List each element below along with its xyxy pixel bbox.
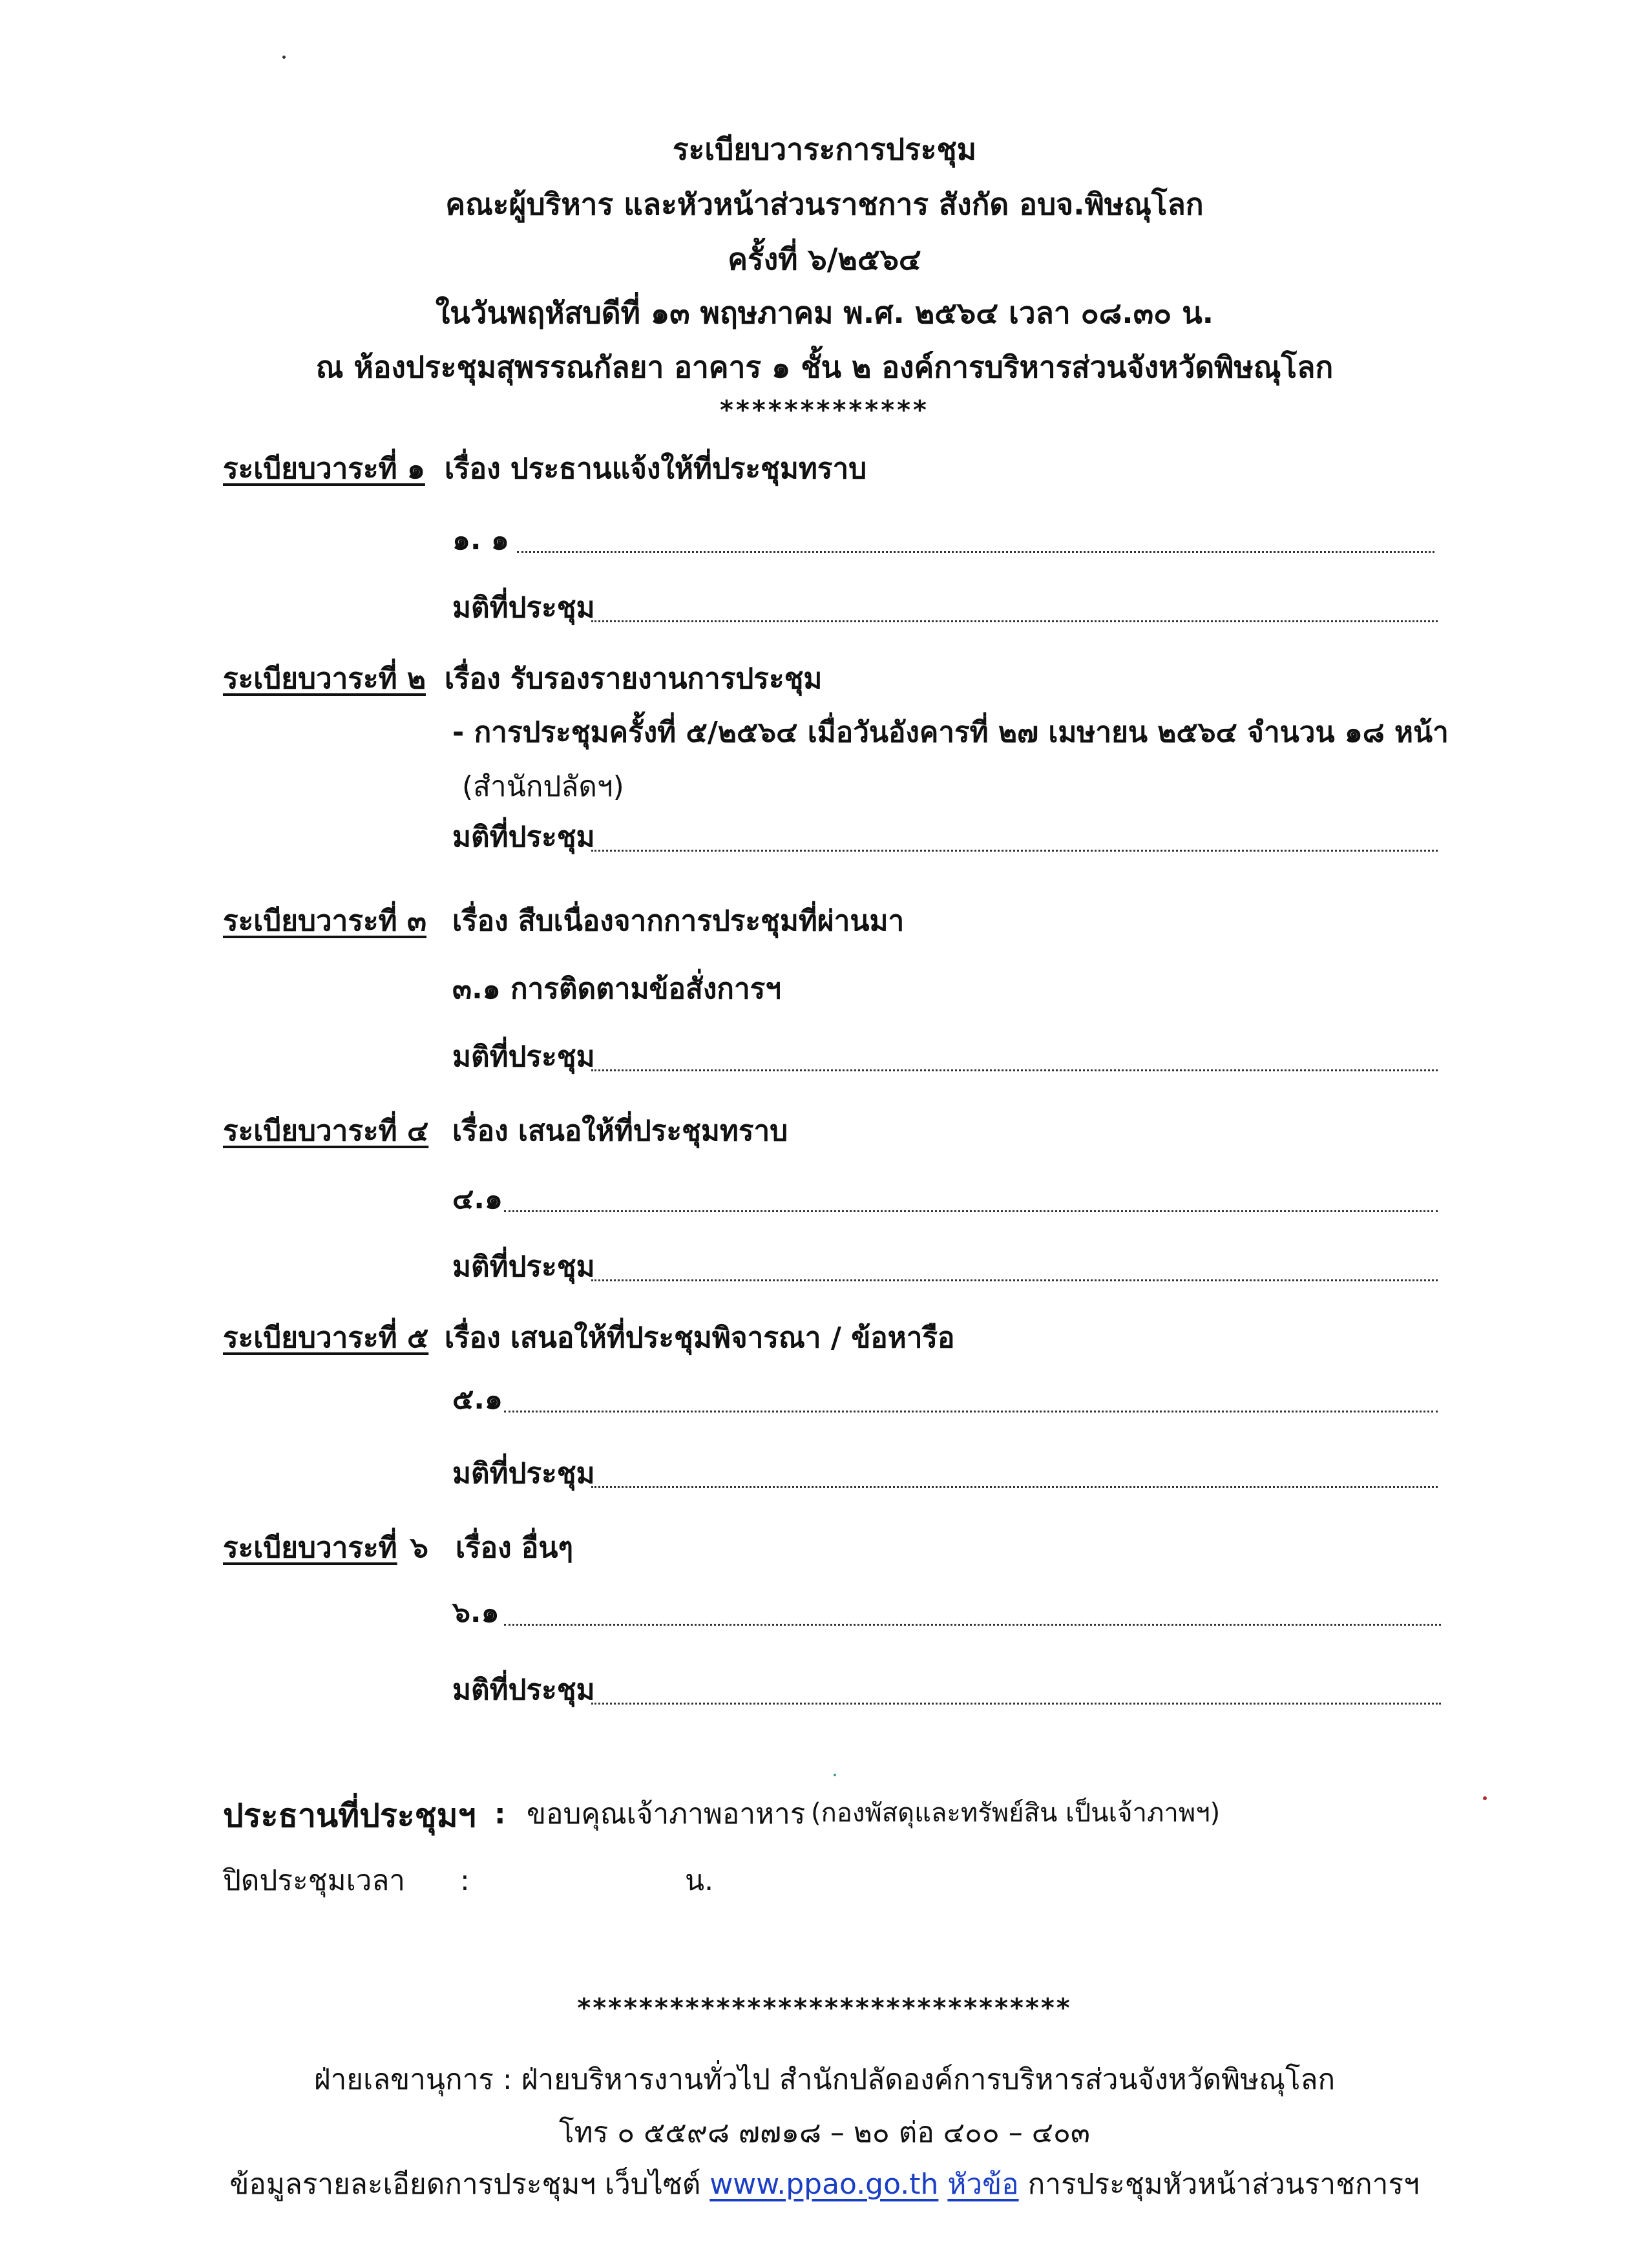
datetime-line: ในวันพฤหัสบดีที่ ๑๓ พฤษภาคม พ.ศ. ๒๕๖๔ เวลา ๐๘.๓๐ น. xyxy=(435,295,1214,330)
chair-colon: : xyxy=(494,1798,506,1831)
chair-text: ขอบคุณเจ้าภาพอาหาร xyxy=(527,1798,806,1831)
agenda-6-subject: เรื่อง อื่นๆ xyxy=(456,1531,574,1564)
agenda-1-resolution: มติที่ประชุม xyxy=(452,591,595,624)
agenda-2-resolution-leader xyxy=(591,850,1438,852)
agenda-1-item-leader xyxy=(517,551,1434,553)
agenda-6-resolution-leader xyxy=(591,1703,1441,1705)
close-time-colon: : xyxy=(460,1864,470,1897)
agenda-5-resolution-leader xyxy=(591,1486,1438,1488)
agenda-5-subject: เรื่อง เสนอให้ที่ประชุมพิจารณา / ข้อหารือ xyxy=(445,1321,955,1354)
agenda-4-item: ๔.๑ xyxy=(452,1182,503,1215)
chair-label: ประธานที่ประชุมฯ xyxy=(223,1797,476,1834)
agenda-5-item: ๕.๑ xyxy=(452,1383,503,1416)
footer-phone: โทร ๐ ๕๕๙๘ ๗๗๑๘ – ๒๐ ต่อ ๔๐๐ – ๔๐๓ xyxy=(559,2116,1090,2149)
agenda-2-source: (สำนักปลัดฯ) xyxy=(462,770,624,803)
website-topic: การประชุมหัวหน้าส่วนราชการฯ xyxy=(1027,2168,1420,2201)
agenda-2-detail: - การประชุมครั้งที่ ๕/๒๕๖๔ เมื่อวันอังคารที่ ๒๗ เมษายน ๒๕๖๔ จำนวน ๑๘ หน้า xyxy=(452,716,1449,749)
scan-speck xyxy=(1483,1796,1487,1800)
agenda-1-subject: เรื่อง ประธานแจ้งให้ที่ประชุมทราบ xyxy=(445,452,867,485)
scan-speck xyxy=(834,1774,836,1776)
agenda-1-resolution-leader xyxy=(591,620,1438,622)
agenda-3-resolution: มติที่ประชุม xyxy=(452,1040,595,1073)
website-prefix: ข้อมูลรายละเอียดการประชุมฯ เว็บไซต์ xyxy=(229,2168,701,2201)
session-line: ครั้งที่ ๖/๒๕๖๔ xyxy=(728,242,921,277)
agenda-1-label: ระเบียบวาระที่ ๑ xyxy=(223,452,425,485)
agenda-4-resolution-leader xyxy=(591,1279,1438,1281)
agenda-2-label: ระเบียบวาระที่ ๒ xyxy=(223,662,426,695)
close-time-unit: น. xyxy=(685,1864,714,1897)
footer-separator: ******************************** xyxy=(577,1993,1072,2023)
agenda-5-label: ระเบียบวาระที่ ๕ xyxy=(223,1321,429,1354)
agenda-2-subject: เรื่อง รับรองรายงานการประชุม xyxy=(445,662,823,695)
agenda-4-item-leader xyxy=(504,1210,1438,1212)
agenda-6-resolution: มติที่ประชุม xyxy=(452,1674,595,1706)
agenda-5-item-leader xyxy=(504,1411,1438,1412)
agenda-6-item: ๖.๑ xyxy=(452,1596,499,1629)
agenda-3-label: ระเบียบวาระที่ ๓ xyxy=(223,905,427,938)
agenda-5-resolution: มติที่ประชุม xyxy=(452,1457,595,1490)
committee-line: คณะผู้บริหาร และหัวหน้าส่วนราชการ สังกัด อบจ.พิษณุโลก xyxy=(445,187,1204,222)
agenda-4-resolution: มติที่ประชุม xyxy=(452,1250,595,1283)
agenda-2-resolution: มติที่ประชุม xyxy=(452,821,595,854)
footer-secretary: ฝ่ายเลขานุการ : ฝ่ายบริหารงานทั่วไป สำนักปลัดองค์การบริหารส่วนจังหวัดพิษณุโลก xyxy=(313,2063,1336,2096)
scan-speck xyxy=(282,56,286,59)
agenda-3-subject: เรื่อง สืบเนื่องจากการประชุมที่ผ่านมา xyxy=(452,905,905,938)
venue-line: ณ ห้องประชุมสุพรรณกัลยา อาคาร ๑ ชั้น ๒ องค์การบริหารส่วนจังหวัดพิษณุโลก xyxy=(315,350,1334,384)
header-separator: ************* xyxy=(720,395,929,425)
agenda-4-label: ระเบียบวาระที่ ๔ xyxy=(223,1115,429,1148)
agenda-3-resolution-leader xyxy=(591,1069,1438,1071)
agenda-3-item: ๓.๑ การติดตามข้อสั่งการฯ xyxy=(452,972,781,1005)
document-title: ระเบียบวาระการประชุม xyxy=(672,132,977,167)
website-link[interactable]: www.ppao.go.th xyxy=(709,2168,939,2201)
agenda-6-label: ระเบียบวาระที่ xyxy=(223,1531,397,1564)
close-time-label: ปิดประชุมเวลา xyxy=(223,1864,405,1897)
agenda-6-number: ๖ xyxy=(410,1531,428,1564)
agenda-6-item-leader xyxy=(504,1624,1441,1626)
footer-website-line xyxy=(0,2161,1649,2207)
agenda-1-item: ๑. ๑ xyxy=(452,523,509,556)
website-topic-label[interactable]: หัวข้อ xyxy=(947,2168,1019,2201)
chair-note: (กองพัสดุและทรัพย์สิน เป็นเจ้าภาพฯ) xyxy=(811,1798,1221,1828)
agenda-4-subject: เรื่อง เสนอให้ที่ประชุมทราบ xyxy=(452,1115,788,1148)
